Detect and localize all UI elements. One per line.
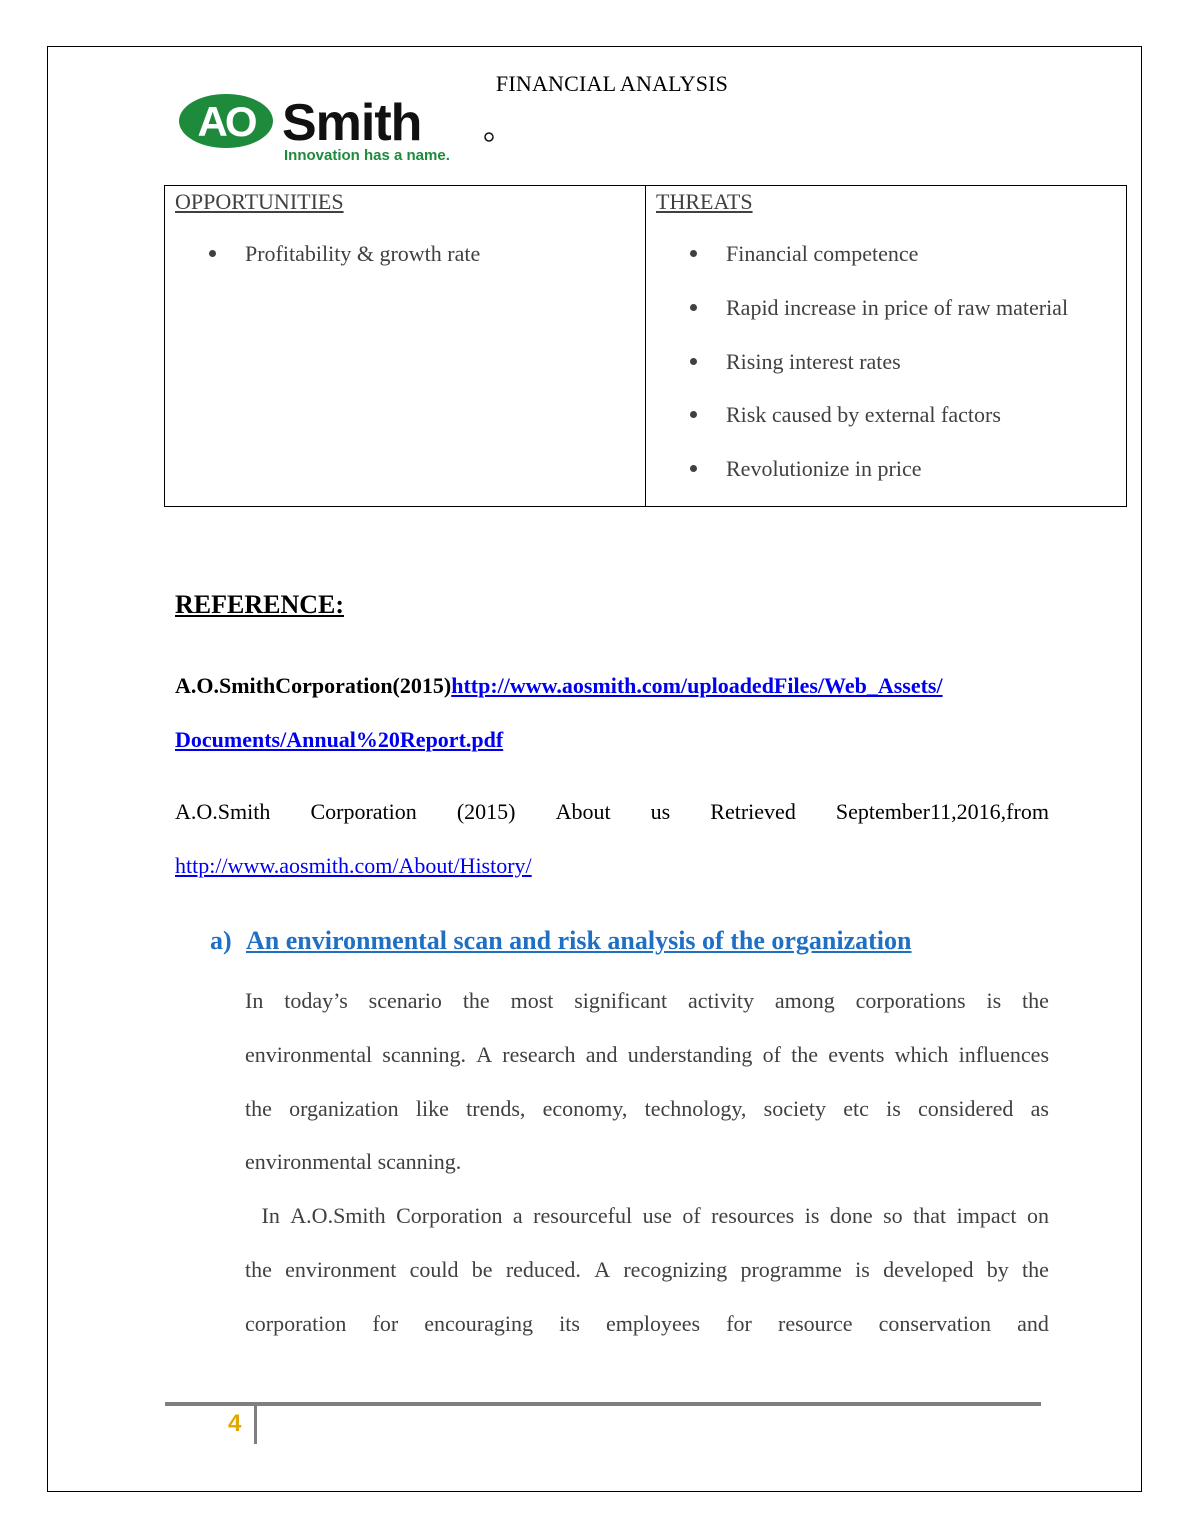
reference-link-annual-report-cont[interactable]: Documents/Annual%20Report.pdf [175,727,504,752]
page-number: 4 [228,1410,242,1437]
header-title: FINANCIAL ANALYSIS [495,71,729,96]
list-item: Risk caused by external factors [646,400,1068,454]
reference-author: A.O.SmithCorporation(2015) [175,673,452,698]
list-item: Profitability & growth rate [165,239,480,293]
reference-entry-1 [175,671,943,779]
bullet-icon [690,250,697,257]
opportunities-list [165,239,480,293]
company-logo [178,93,518,165]
ao-smith-logo-graphic [178,93,518,165]
reference-link-history[interactable]: http://www.aosmith.com/About/History/ [175,853,532,878]
bullet-icon [690,411,697,418]
threats-list [646,239,1068,508]
paragraph-environmental-scanning: In today’s scenario the most significant activity among corporations is the environmental scanning. A research and understanding of the events which influences the organization like trends, economy, technology, society etc is considered as environmental scanning. [245,988,1049,1175]
bullet-icon [690,304,697,311]
registered-icon [485,133,493,141]
list-item: Rapid increase in price of raw material [646,293,1068,347]
reference-link-annual-report[interactable]: http://www.aosmith.com/uploadedFiles/Web_Assets/ [451,673,943,698]
logo-tagline: Innovation has a name. [284,147,450,164]
logo-mark-text: AO [197,98,255,145]
threats-column [645,186,1126,506]
footer-rule [165,1402,1041,1406]
swot-table [164,185,1127,507]
opportunities-column [165,186,645,506]
list-item: Revolutionize in price [646,454,1068,508]
bullet-icon [690,358,697,365]
paragraph-resource-use: In A.O.Smith Corporation a resourceful use of resources is done so that impact on the environment could be reduced. A recognizing programme is developed by the corporation for encouraging its employees for resource conservation and [245,1203,1049,1336]
reference-entry-2: A.O.Smith Corporation (2015) About us Retrieved September11,2016,from http://www.aosmith.com/About/History/ [175,799,1049,878]
section-heading-text: An environmental scan and risk analysis of the organization [246,926,912,955]
opportunities-heading: OPPORTUNITIES [175,189,344,214]
section-marker: a) [210,926,232,955]
page-number-divider [254,1406,257,1444]
threats-heading: THREATS [656,189,753,214]
bullet-icon [690,465,697,472]
list-item: Rising interest rates [646,347,1068,401]
bullet-icon [209,250,216,257]
section-heading [210,926,911,956]
reference-heading: REFERENCE: [175,590,345,619]
list-item: Financial competence [646,239,1068,293]
logo-brand-text: Smith [282,94,422,152]
